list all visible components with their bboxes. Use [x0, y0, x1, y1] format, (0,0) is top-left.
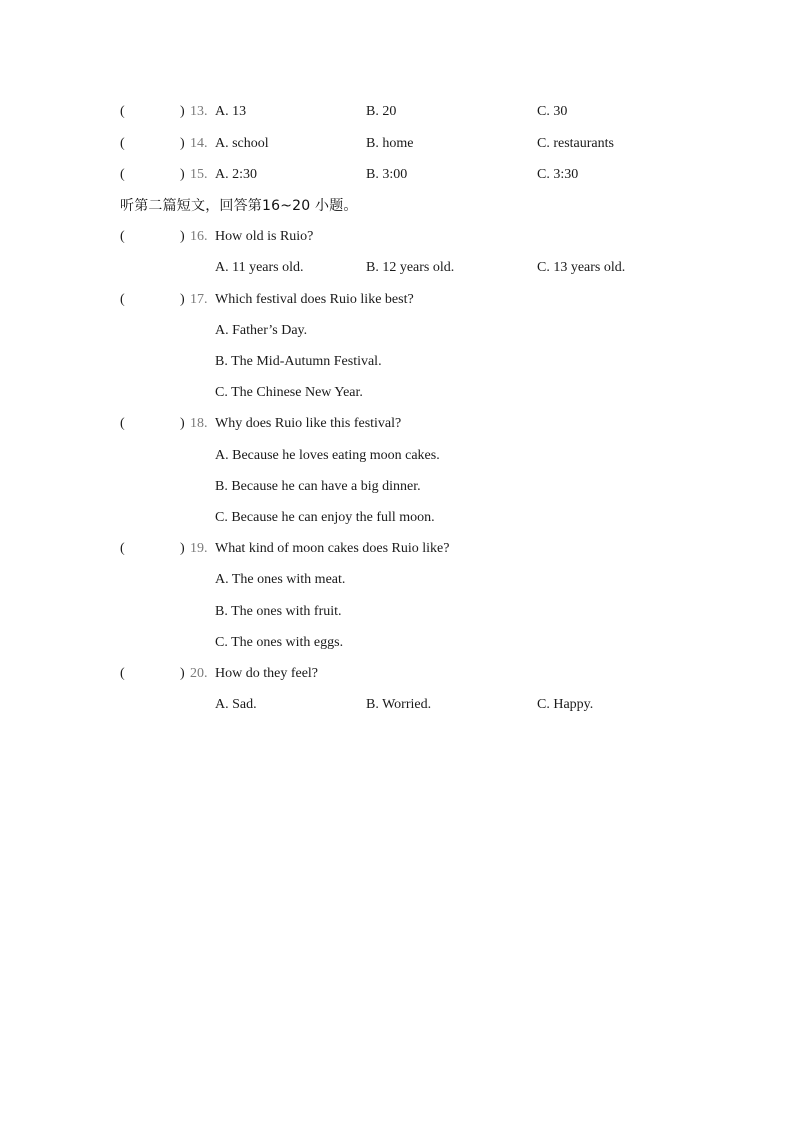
question-stem: What kind of moon cakes does Ruio like?	[215, 541, 450, 556]
option-a: A. Sad.	[215, 697, 257, 712]
option-b: B. Worried.	[366, 697, 432, 712]
answer-paren-left: (	[120, 666, 125, 681]
question-16-options	[0, 258, 794, 278]
question-17-option-a-row	[0, 321, 794, 341]
question-number: 19.	[190, 541, 208, 556]
answer-paren-left: (	[120, 292, 125, 307]
answer-paren-right: )	[180, 292, 185, 307]
question-17-option-c-row	[0, 383, 794, 403]
question-16-row	[0, 227, 794, 247]
question-stem: Which festival does Ruio like best?	[215, 292, 414, 307]
question-stem: Why does Ruio like this festival?	[215, 416, 402, 431]
question-19-option-b-row	[0, 602, 794, 622]
section-heading: 听第二篇短文，回答第16~20 小题。	[120, 198, 358, 214]
answer-paren-left: (	[120, 541, 125, 556]
option-c: C. restaurants	[537, 136, 614, 151]
question-number: 20.	[190, 666, 208, 681]
question-number: 17.	[190, 292, 208, 307]
option-c: C. 30	[537, 104, 568, 119]
question-19-option-a-row	[0, 570, 794, 590]
option-b: B. 12 years old.	[366, 260, 455, 275]
question-18-option-c-row	[0, 508, 794, 528]
question-20-row	[0, 664, 794, 684]
answer-paren-right: )	[180, 136, 185, 151]
question-17-row	[0, 290, 794, 310]
answer-paren-left: (	[120, 167, 125, 182]
answer-paren-right: )	[180, 104, 185, 119]
option-b: B. Because he can have a big dinner.	[215, 479, 421, 494]
answer-paren-left: (	[120, 104, 125, 119]
question-13-row	[0, 102, 794, 122]
question-number: 16.	[190, 229, 208, 244]
section-2-heading-row	[0, 196, 794, 216]
question-19-option-c-row	[0, 633, 794, 653]
question-number: 15.	[190, 167, 208, 182]
answer-paren-right: )	[180, 416, 185, 431]
option-a: A. school	[215, 136, 269, 151]
option-b: B. 20	[366, 104, 397, 119]
option-a: A. 2:30	[215, 167, 257, 182]
option-a: A. Because he loves eating moon cakes.	[215, 448, 440, 463]
option-a: A. Father’s Day.	[215, 323, 308, 338]
answer-paren-left: (	[120, 416, 125, 431]
question-18-option-a-row	[0, 446, 794, 466]
question-number: 14.	[190, 136, 208, 151]
option-a: A. The ones with meat.	[215, 572, 346, 587]
answer-paren-right: )	[180, 666, 185, 681]
option-b: B. 3:00	[366, 167, 408, 182]
option-b: B. The ones with fruit.	[215, 604, 342, 619]
option-a: A. 11 years old.	[215, 260, 304, 275]
question-17-option-b-row	[0, 352, 794, 372]
answer-paren-right: )	[180, 229, 185, 244]
answer-paren-right: )	[180, 167, 185, 182]
option-c: C. Happy.	[537, 697, 594, 712]
question-18-option-b-row	[0, 477, 794, 497]
question-15-row	[0, 165, 794, 185]
option-c: C. The ones with eggs.	[215, 635, 344, 650]
question-stem: How do they feel?	[215, 666, 319, 681]
option-a: A. 13	[215, 104, 247, 119]
question-number: 13.	[190, 104, 208, 119]
option-c: C. 3:30	[537, 167, 579, 182]
option-c: C. 13 years old.	[537, 260, 626, 275]
answer-paren-left: (	[120, 136, 125, 151]
question-20-options	[0, 695, 794, 715]
option-b: B. home	[366, 136, 414, 151]
question-number: 18.	[190, 416, 208, 431]
question-18-row	[0, 414, 794, 434]
answer-paren-left: (	[120, 229, 125, 244]
option-c: C. The Chinese New Year.	[215, 385, 363, 400]
option-c: C. Because he can enjoy the full moon.	[215, 510, 435, 525]
question-14-row	[0, 134, 794, 154]
question-19-row	[0, 539, 794, 559]
answer-paren-right: )	[180, 541, 185, 556]
question-stem: How old is Ruio?	[215, 229, 314, 244]
option-b: B. The Mid-Autumn Festival.	[215, 354, 382, 369]
